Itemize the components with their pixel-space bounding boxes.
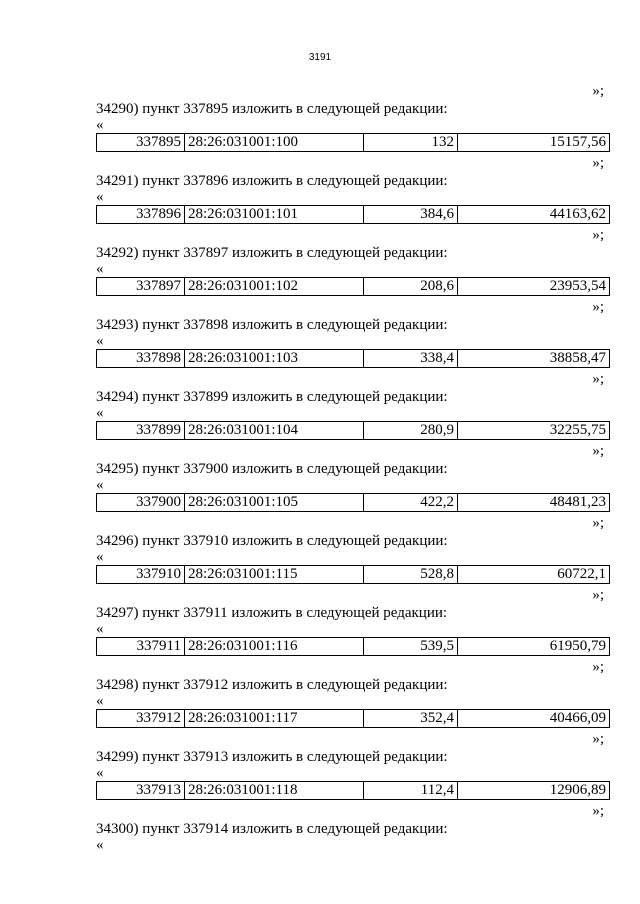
- table-row: [97, 638, 610, 656]
- table-row: [97, 350, 610, 368]
- item-number-cell: 337900: [97, 494, 185, 512]
- closing-quote: »;: [592, 587, 604, 603]
- table-row: [97, 566, 610, 584]
- opening-quote: «: [96, 117, 104, 133]
- item-number-cell: 337897: [97, 278, 185, 296]
- item-number-cell: 337911: [97, 638, 185, 656]
- cadastral-number-cell: 28:26:031001:104: [185, 422, 364, 440]
- opening-quote: «: [96, 837, 104, 853]
- area-cell: 132: [364, 134, 458, 152]
- value-cell: 40466,09: [458, 710, 610, 728]
- amendment-instruction: 34293) пункт 337898 изложить в следующей редакции:: [96, 317, 448, 333]
- closing-quote: »;: [592, 443, 604, 459]
- amendment-instruction: 34299) пункт 337913 изложить в следующей редакции:: [96, 749, 448, 765]
- table-row: [97, 134, 610, 152]
- closing-quote: »;: [592, 371, 604, 387]
- item-number-cell: 337896: [97, 206, 185, 224]
- item-number-cell: 337898: [97, 350, 185, 368]
- cadastral-number-cell: 28:26:031001:116: [185, 638, 364, 656]
- item-table: [96, 421, 610, 440]
- closing-quote: »;: [592, 515, 604, 531]
- value-cell: 48481,23: [458, 494, 610, 512]
- area-cell: 208,6: [364, 278, 458, 296]
- table-row: [97, 206, 610, 224]
- item-table: [96, 781, 610, 800]
- item-table: [96, 349, 610, 368]
- area-cell: 528,8: [364, 566, 458, 584]
- value-cell: 44163,62: [458, 206, 610, 224]
- amendment-instruction: 34291) пункт 337896 изложить в следующей редакции:: [96, 173, 448, 189]
- item-table: [96, 709, 610, 728]
- closing-quote: »;: [592, 803, 604, 819]
- value-cell: 60722,1: [458, 566, 610, 584]
- table-row: [97, 782, 610, 800]
- opening-quote: «: [96, 477, 104, 493]
- value-cell: 32255,75: [458, 422, 610, 440]
- opening-quote: «: [96, 549, 104, 565]
- table-row: [97, 710, 610, 728]
- table-row: [97, 422, 610, 440]
- value-cell: 23953,54: [458, 278, 610, 296]
- opening-quote: «: [96, 621, 104, 637]
- item-number-cell: 337895: [97, 134, 185, 152]
- cadastral-number-cell: 28:26:031001:102: [185, 278, 364, 296]
- cadastral-number-cell: 28:26:031001:115: [185, 566, 364, 584]
- cadastral-number-cell: 28:26:031001:117: [185, 710, 364, 728]
- closing-quote: »;: [592, 731, 604, 747]
- table-row: [97, 278, 610, 296]
- opening-quote: «: [96, 261, 104, 277]
- amendment-instruction: 34290) пункт 337895 изложить в следующей редакции:: [96, 101, 448, 117]
- page-number: 3191: [308, 52, 332, 63]
- amendment-instruction: 34296) пункт 337910 изложить в следующей редакции:: [96, 533, 448, 549]
- value-cell: 15157,56: [458, 134, 610, 152]
- area-cell: 338,4: [364, 350, 458, 368]
- cadastral-number-cell: 28:26:031001:103: [185, 350, 364, 368]
- cadastral-number-cell: 28:26:031001:105: [185, 494, 364, 512]
- value-cell: 61950,79: [458, 638, 610, 656]
- item-table: [96, 637, 610, 656]
- amendment-instruction: 34292) пункт 337897 изложить в следующей редакции:: [96, 245, 448, 261]
- opening-quote: «: [96, 333, 104, 349]
- amendment-instruction: 34295) пункт 337900 изложить в следующей редакции:: [96, 461, 448, 477]
- area-cell: 280,9: [364, 422, 458, 440]
- closing-quote: »;: [592, 227, 604, 243]
- opening-quote: «: [96, 189, 104, 205]
- cadastral-number-cell: 28:26:031001:118: [185, 782, 364, 800]
- area-cell: 352,4: [364, 710, 458, 728]
- item-number-cell: 337913: [97, 782, 185, 800]
- item-table: [96, 565, 610, 584]
- item-number-cell: 337912: [97, 710, 185, 728]
- item-number-cell: 337910: [97, 566, 185, 584]
- area-cell: 422,2: [364, 494, 458, 512]
- document-body: [96, 84, 610, 853]
- area-cell: 112,4: [364, 782, 458, 800]
- item-number-cell: 337899: [97, 422, 185, 440]
- cadastral-number-cell: 28:26:031001:101: [185, 206, 364, 224]
- opening-quote: «: [96, 693, 104, 709]
- value-cell: 38858,47: [458, 350, 610, 368]
- area-cell: 539,5: [364, 638, 458, 656]
- opening-quote: «: [96, 765, 104, 781]
- value-cell: 12906,89: [458, 782, 610, 800]
- item-table: [96, 277, 610, 296]
- closing-quote: »;: [592, 155, 604, 171]
- closing-quote: »;: [592, 83, 604, 99]
- cadastral-number-cell: 28:26:031001:100: [185, 134, 364, 152]
- item-table: [96, 133, 610, 152]
- area-cell: 384,6: [364, 206, 458, 224]
- opening-quote: «: [96, 405, 104, 421]
- amendment-instruction: 34298) пункт 337912 изложить в следующей редакции:: [96, 677, 448, 693]
- amendment-instruction: 34294) пункт 337899 изложить в следующей редакции:: [96, 389, 448, 405]
- item-table: [96, 493, 610, 512]
- closing-quote: »;: [592, 299, 604, 315]
- closing-quote: »;: [592, 659, 604, 675]
- amendment-instruction: 34300) пункт 337914 изложить в следующей редакции:: [96, 821, 448, 837]
- table-row: [97, 494, 610, 512]
- item-table: [96, 205, 610, 224]
- amendment-instruction: 34297) пункт 337911 изложить в следующей редакции:: [96, 605, 448, 621]
